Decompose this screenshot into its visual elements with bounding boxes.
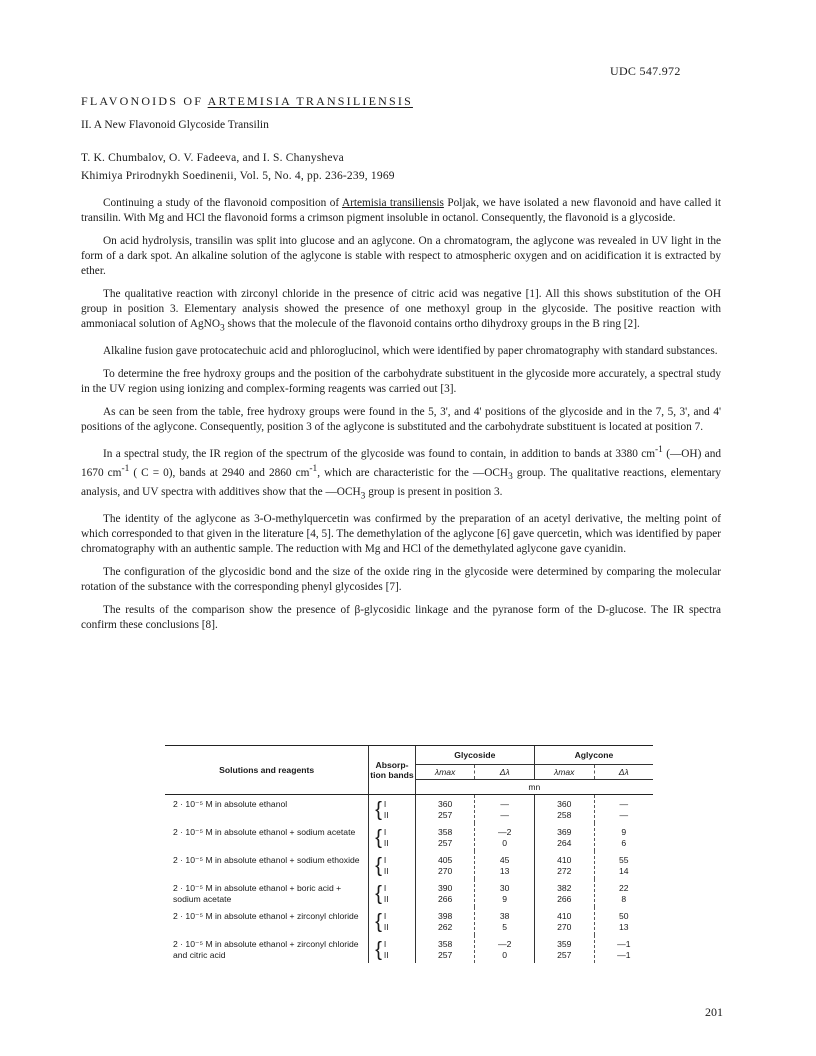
row-bands: { I II (369, 879, 416, 907)
row-g-lmax: 398 262 (415, 907, 475, 935)
table-row (165, 935, 653, 963)
p7-sub-2: 3 (360, 491, 366, 502)
paragraph-2: On acid hydrolysis, transilin was split into glucose and an aglycone. On a chromatogram, the aglycone was revealed in UV light in the form of a dark spot. An alkaline solution of the aglycone is stable with respect to atmospheric oxygen and on acidification it is extracted by ether. (81, 235, 721, 277)
paragraph-10: The results of the comparison show the presence of β-glycosidic linkage and the pyranose form of the D-glucose. The IR spectra confirm these conclusions [8]. (81, 604, 721, 632)
row-a-dl: 55 14 (594, 851, 653, 879)
header-aglycone: Aglycone (534, 746, 653, 765)
row-solution: 2 · 10⁻⁵ M in absolute ethanol + zirconyl chloride (173, 911, 359, 921)
title-prefix: FLAVONOIDS OF (81, 94, 208, 108)
row-a-dl: 9 6 (594, 823, 653, 851)
p7-sup-1: -1 (655, 445, 663, 456)
p7-text-b: (—OH) and 1670 cm (81, 448, 721, 479)
row-a-lmax: 410 270 (534, 907, 594, 935)
row-solution: 2 · 10⁻⁵ M in absolute ethanol + sodium ethoxide (173, 855, 360, 865)
row-bands: { I II (369, 935, 416, 963)
row-solution: 2 · 10⁻⁵ M in absolute ethanol + zirconyl chloride and citric acid (173, 939, 359, 960)
row-g-dl: — — (475, 795, 534, 824)
udc-code: UDC 547.972 (610, 64, 681, 78)
header-g-lmax: λmax (415, 765, 475, 780)
table-row (165, 795, 653, 824)
row-a-lmax: 410 272 (534, 851, 594, 879)
paragraph-7 (81, 443, 721, 504)
row-a-dl: 50 13 (594, 907, 653, 935)
header-glycoside: Glycoside (415, 746, 534, 765)
paragraph-6: As can be seen from the table, free hydroxy groups were found in the 5, 3', and 4' positions of the glycoside and in the 7, 5, 3', and 4' positions of the aglycone. Consequently, position 3 of the aglycone is substituted and the carbohydrate substituent is located at position 7. (81, 406, 721, 434)
paragraph-4: Alkaline fusion gave protocatechuic acid and phloroglucinol, which were identified by paper chromatography with standard substances. (103, 345, 718, 358)
row-solution: 2 · 10⁻⁵ M in absolute ethanol + boric acid + sodium acetate (173, 883, 342, 904)
paragraph-1 (81, 196, 721, 226)
table-row (165, 907, 653, 935)
paragraph-9: The configuration of the glycosidic bond and the size of the oxide ring in the glycoside were determined by comparing the molecular rotation of the substance with the corresponding phenyl glycosides [7]. (81, 566, 721, 594)
row-bands: { I II (369, 795, 416, 824)
p7-text-f: group is present in position 3. (365, 486, 503, 499)
article-body (81, 196, 721, 641)
row-solution: 2 · 10⁻⁵ M in absolute ethanol + sodium acetate (173, 827, 356, 837)
p7-text-c: ( C = 0), bands at 2940 and 2860 cm (129, 466, 310, 479)
table-row (165, 879, 653, 907)
row-bands: { I II (369, 851, 416, 879)
header-bands: Absorp-tion bands (369, 746, 416, 795)
p3-text-b: shows that the molecule of the flavonoid contains ortho dihydroxy groups in the B ring [2]. (224, 318, 640, 330)
authors: T. K. Chumbalov, O. V. Fadeeva, and I. S. Chanysheva (81, 152, 344, 164)
row-a-lmax: 359 257 (534, 935, 594, 963)
p1-text-b: Poljak, we have isolated a new flavonoid and have called it transilin. With Mg and HCl the flavonoid forms a crimson pigment insoluble in octanol. Consequently, the flavonoid is a glycoside. (81, 197, 721, 224)
row-g-lmax: 360 257 (415, 795, 475, 824)
title-species: ARTEMISIA TRANSILIENSIS (207, 94, 413, 108)
row-g-dl: 45 13 (475, 851, 534, 879)
row-bands: { I II (369, 907, 416, 935)
journal-citation: Khimiya Prirodnykh Soedinenii, Vol. 5, No. 4, pp. 236-239, 1969 (81, 170, 395, 182)
page-number: 201 (705, 1005, 723, 1019)
table-row (165, 851, 653, 879)
row-a-dl: —1 —1 (594, 935, 653, 963)
header-unit: mn (415, 780, 653, 795)
paragraph-5: To determine the free hydroxy groups and the position of the carbohydrate substituent in the glycoside more accurately, a spectral study in the UV region using ionizing and complex-forming reagents was carried out [3]. (81, 368, 721, 396)
article-subtitle: II. A New Flavonoid Glycoside Transilin (81, 119, 269, 131)
p7-text-a: In a spectral study, the IR region of the spectrum of the glycoside was found to contain, in addition to bands at 3380 cm (103, 448, 656, 461)
paragraph-3 (81, 287, 721, 336)
header-g-dl: Δλ (475, 765, 534, 780)
row-a-lmax: 369 264 (534, 823, 594, 851)
row-g-dl: —2 0 (475, 935, 534, 963)
uv-spectra-table (165, 745, 653, 963)
p7-text-d: , which are characteristic for the —OCH (317, 466, 509, 479)
p7-text-e: group. The qualitative reactions, elementary analysis, and UV spectra with additives show that the —OCH (81, 466, 721, 499)
row-solution: 2 · 10⁻⁵ M in absolute ethanol (173, 799, 288, 809)
row-a-dl: 22 8 (594, 879, 653, 907)
row-g-dl: —2 0 (475, 823, 534, 851)
p3-text-a: The qualitative reaction with zirconyl chloride in the presence of citric acid was negative [1]. All this shows substitution of the OH group in position 3. Elementary analysis showed the presence of one methoxyl group in the glycoside. The positive reaction with ammoniacal solution of AgNO (81, 288, 721, 330)
row-a-lmax: 382 266 (534, 879, 594, 907)
p7-sup-2: -1 (121, 464, 130, 475)
p7-sup-3: -1 (309, 464, 318, 475)
row-bands: { I II (369, 823, 416, 851)
row-g-lmax: 405 270 (415, 851, 475, 879)
row-a-lmax: 360 258 (534, 795, 594, 824)
paragraph-8: The identity of the aglycone as 3-O-methylquercetin was confirmed by the preparation of an acetyl derivative, the melting point of which corresponded to that given in the literature [4, 5]. The demethylation of the aglycone [6] gave quercetin, which was identified by paper chromatography with an authentic sample. The reduction with Mg and HCl of the demethylated aglycone gave cyanidin. (81, 513, 721, 556)
row-a-dl: — — (594, 795, 653, 824)
header-a-dl: Δλ (594, 765, 653, 780)
row-g-lmax: 358 257 (415, 823, 475, 851)
table-row (165, 823, 653, 851)
p1-text-a: Continuing a study of the flavonoid composition of (103, 197, 342, 209)
header-solutions: Solutions and reagents (165, 746, 369, 795)
p7-sub-1: 3 (508, 472, 513, 483)
row-g-lmax: 390 266 (415, 879, 475, 907)
article-title (81, 94, 413, 109)
row-g-lmax: 358 257 (415, 935, 475, 963)
p3-sub: 3 (220, 323, 225, 334)
p1-species: Artemisia transiliensis (341, 197, 444, 209)
row-g-dl: 38 5 (475, 907, 534, 935)
row-g-dl: 30 9 (475, 879, 534, 907)
header-a-lmax: λmax (534, 765, 594, 780)
